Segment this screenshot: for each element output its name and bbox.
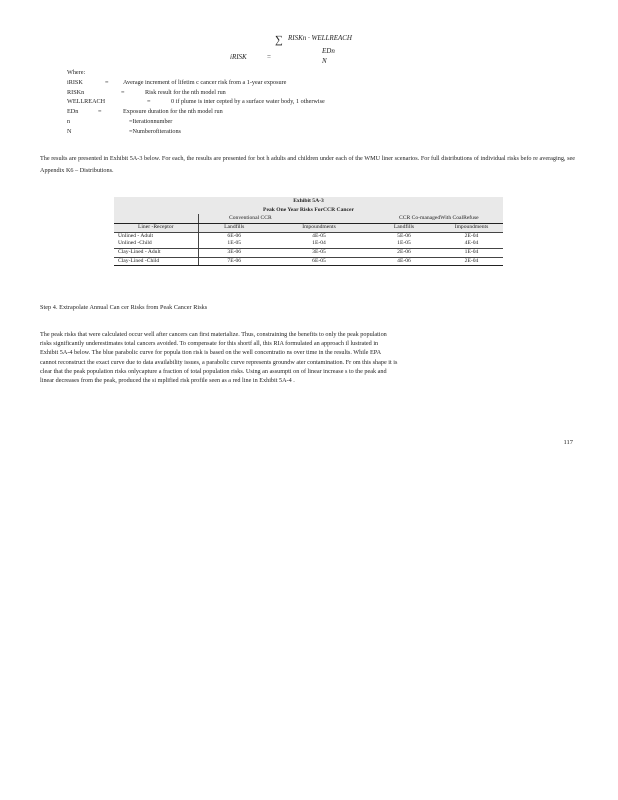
paragraph-line: Exhibit 5A-4 below. The blue parabolic curve for popula tion risk is based on the well concentratio ns over time in the results. While EPA (40, 349, 382, 357)
results-paragraph-text: The results are presented in Exhibit 5A-3 below. For each, the results are presented for bot h adults and children under each of the WMU liner scenarios. For full distributions of individual risks befo re averaging, see Appendix K6 – Distributions. (40, 155, 575, 174)
table-exhibit-label: Exhibit 5A-3 (114, 197, 503, 206)
cell: 1E-05 (198, 240, 270, 248)
table-row (114, 232, 503, 240)
def-desc: Average increment of lifetim c cancer risk from a 1-year exposure (123, 78, 287, 86)
table-row (114, 257, 503, 266)
paragraph-line: risks significantly underestimates total cancers avoided. To compensate for this shortf all, this RIA formulated an approach il lustrated in (40, 340, 379, 348)
paragraph-line: The peak risks that were calculated occur well after cancers can first materialize. Thus, constraining the benefits to only the peak population (40, 331, 387, 338)
risk-table (114, 224, 503, 266)
group-co-managed: CCR Co-managedWith CoalRefuse (399, 215, 479, 222)
def-desc: Risk result for the nth model run (145, 88, 226, 96)
row-label: Clay-Lined -Child (114, 257, 198, 266)
table-row (114, 248, 503, 257)
cell: 4E-05 (312, 232, 326, 239)
cell: 3E-06 (198, 248, 270, 257)
def-term: iRISK (67, 78, 83, 86)
cell: 2E-06 (368, 248, 440, 257)
exhibit-5a-3-table (114, 197, 503, 266)
def-desc: Exposure duration for the nth model run (123, 108, 223, 116)
paragraph-line: linear decreases from the peak, produced the si mplified risk profile seen as a red line in Exhibit 5A-4 . (40, 377, 295, 385)
table-row (114, 240, 503, 248)
equation-denominator-bottom: N (322, 57, 327, 65)
group-conventional-ccr: Conventional CCR (198, 214, 379, 223)
col-header: Landfills (198, 224, 270, 232)
equation-lhs: iRISK (230, 53, 247, 61)
col-header: Liner -Receptor (114, 224, 198, 232)
cell: 1E-05 (397, 240, 411, 247)
paragraph-line: cannot reconstruct the exact curve due to data availability issues, a parabolic curve represents groundw ater contamination. Fr om this shape it is (40, 358, 398, 366)
cell: 1E-04 (440, 248, 503, 257)
summation-symbol: ∑ (275, 34, 283, 46)
paragraph-line: clear that the peak population risks onlycapture a fraction of total population risks. Using an assumpti on of linear increase s to the peak and (40, 367, 387, 375)
def-desc: =Numberofiterations (129, 127, 181, 135)
def-equals: = (147, 98, 151, 106)
def-equals: = (105, 78, 109, 86)
cell: 6E-06 (198, 232, 270, 240)
def-term: RISKn (67, 88, 85, 96)
cell: 4E-04 (464, 240, 479, 247)
def-desc: =Iterationnumber (129, 117, 173, 125)
def-equals: = (98, 108, 102, 116)
row-label: Unlined -Child (118, 240, 152, 247)
def-term: EDn (67, 108, 79, 116)
cell: 5E-06 (397, 232, 411, 239)
cell: 7E-06 (198, 257, 270, 266)
table-title: Peak One Year Risks ForCCR Cancer (114, 206, 503, 215)
table-group-header (114, 214, 503, 224)
definitions-intro: Where: (67, 69, 86, 76)
def-desc: 0 if plume is inter cepted by a surface water body, 1 otherwise (171, 98, 325, 106)
cell: 6E-05 (270, 257, 368, 266)
cell: 1E-04 (312, 240, 326, 247)
def-equals: = (121, 88, 125, 96)
row-label: Clay-Lined - Adult (114, 248, 198, 257)
col-header: Impoundments (440, 224, 503, 232)
cell: 3E-05 (270, 248, 368, 257)
row-label: Unlined - Adult (118, 232, 154, 239)
extrapolation-paragraph (40, 330, 575, 385)
cell: 2E-04 (464, 232, 479, 239)
equation-denominator-top: EDn (322, 47, 335, 55)
equation-numerator: RISKn · WELLREACH (288, 34, 352, 42)
page-number: 117 (563, 439, 573, 446)
equation-equals: = (267, 53, 271, 61)
col-header: Landfills (368, 224, 440, 232)
variable-definitions (67, 68, 427, 137)
cell: 4E-06 (368, 257, 440, 266)
col-header: Impoundments (270, 224, 368, 232)
table-header-row (114, 224, 503, 232)
def-term: n (67, 117, 71, 125)
cell: 2E-04 (440, 257, 503, 266)
def-term: N (67, 127, 72, 135)
step-4-heading: Step 4. Extrapolate Annual Can cer Risks from Peak Cancer Risks (40, 304, 208, 311)
def-term: WELLREACH (67, 98, 106, 106)
results-paragraph (40, 153, 575, 176)
